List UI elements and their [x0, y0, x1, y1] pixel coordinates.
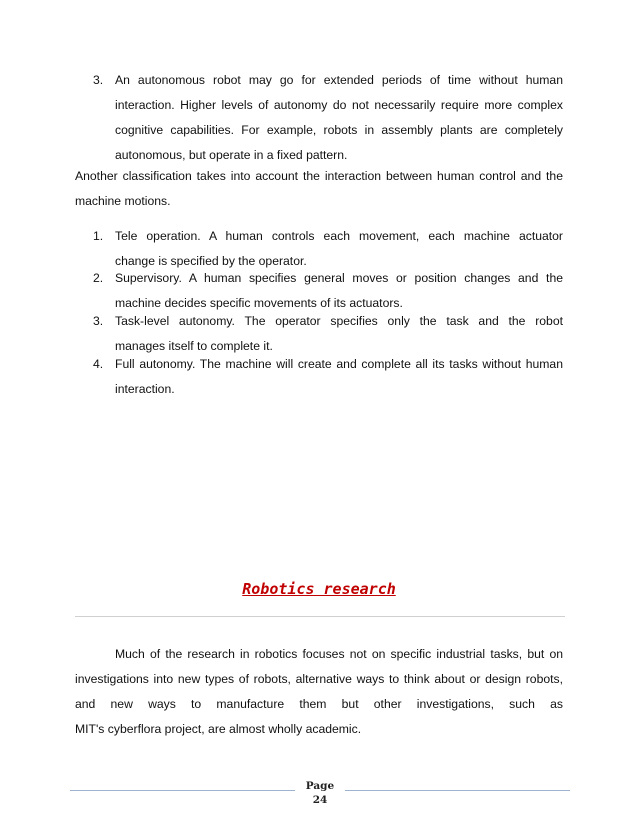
list-number: 2. — [93, 271, 104, 285]
list-number: 3. — [93, 73, 104, 87]
paragraph-line: and new ways to manufacture them but other investigations, such as — [75, 697, 563, 711]
list-text-line: change is specified by the operator. — [115, 254, 307, 268]
list-item — [93, 68, 563, 168]
page-number-value: 24 — [312, 794, 328, 806]
list-text-line: autonomous, but operate in a fixed pattern. — [115, 148, 348, 162]
list-text-line: cognitive capabilities. For example, robots in assembly plants are completely — [115, 123, 563, 137]
list-text-line: manages itself to complete it. — [115, 339, 273, 353]
list-text-line: machine decides specific movements of its actuators. — [115, 296, 403, 310]
paragraph-line: Much of the research in robotics focuses not on specific industrial tasks, but on — [115, 647, 563, 661]
section-heading: Robotics research — [242, 580, 396, 598]
list-number: 1. — [93, 229, 104, 243]
list-number: 3. — [93, 314, 104, 328]
intro-paragraph — [75, 164, 563, 214]
list-item-full-autonomy — [93, 352, 563, 402]
paragraph-line: Another classification takes into account the interaction between human control and the — [75, 169, 563, 183]
footer-rule-right — [345, 790, 570, 791]
list-text-line: Full autonomy. The machine will create and complete all its tasks without human — [115, 357, 563, 371]
list-text-line: Task-level autonomy. The operator specifies only the task and the robot — [115, 314, 563, 328]
paragraph-line: machine motions. — [75, 194, 171, 208]
page-label: Page — [305, 780, 335, 792]
list-text-line: interaction. Higher levels of autonomy do not necessarily require more complex — [115, 98, 563, 112]
paragraph-line: investigations into new types of robots, alternative ways to think about or design robots, — [75, 672, 563, 686]
footer-rule-left — [70, 790, 295, 791]
list-number: 4. — [93, 357, 104, 371]
list-text-line: Tele operation. A human controls each movement, each machine actuator — [115, 229, 563, 243]
paragraph-line: MIT's cyberflora project, are almost wholly academic. — [75, 722, 362, 736]
list-text-line: interaction. — [115, 382, 175, 396]
heading-divider — [75, 616, 565, 617]
list-text-line: Supervisory. A human specifies general moves or position changes and the — [115, 271, 563, 285]
research-paragraph — [75, 642, 563, 742]
list-text-line: An autonomous robot may go for extended periods of time without human — [115, 73, 563, 87]
page-number — [300, 779, 340, 807]
